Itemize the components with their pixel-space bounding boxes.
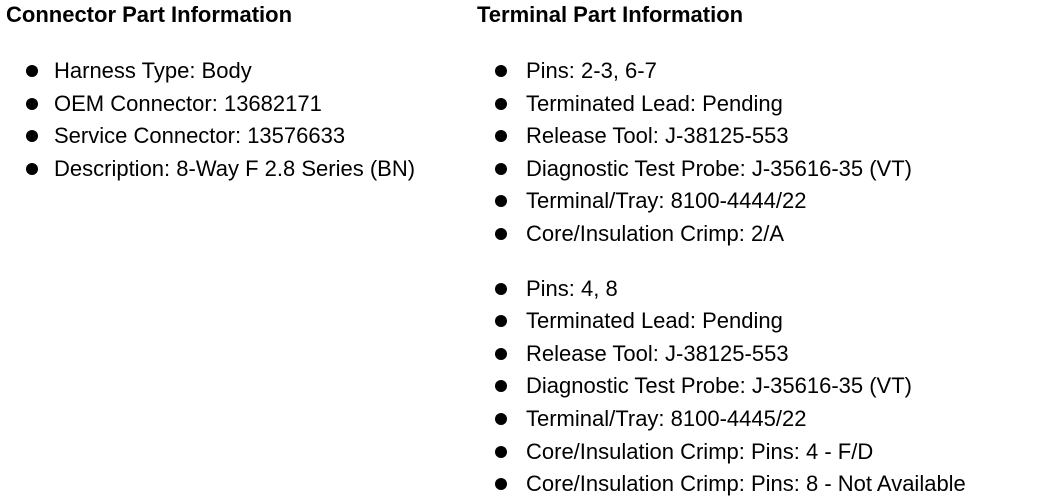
list-item-text: Description: 8-Way F 2.8 Series (BN) xyxy=(54,155,416,181)
list-item-text: Pins: 2-3, 6-7 xyxy=(526,58,657,83)
bullet-icon xyxy=(495,315,507,327)
connector-part-section xyxy=(6,0,468,185)
list-item xyxy=(477,185,1052,218)
bullet-icon xyxy=(495,163,507,175)
bullet-icon xyxy=(495,413,507,425)
list-item xyxy=(477,120,1052,153)
terminal-part-heading: Terminal Part Information xyxy=(477,2,744,27)
bullet-icon xyxy=(495,478,507,490)
list-item xyxy=(6,88,468,121)
list-item xyxy=(477,273,1052,306)
bullet-icon xyxy=(495,98,507,110)
list-item-text: Core/Insulation Crimp: Pins: 8 - Not Available xyxy=(526,471,966,497)
list-item-text: Release Tool: J-38125-553 xyxy=(526,123,789,149)
list-item-text: Service Connector: 13576633 xyxy=(54,123,346,149)
list-item xyxy=(477,468,1052,501)
bullet-icon xyxy=(495,130,507,142)
list-item-text: Terminated Lead: Pending xyxy=(526,90,783,116)
list-item-text: Terminal/Tray: 8100-4444/22 xyxy=(526,188,807,214)
list-item-text: Pins: 4, 8 xyxy=(526,275,618,301)
terminal-group-1-list xyxy=(477,55,1052,251)
connector-part-heading: Connector Part Information xyxy=(6,2,293,27)
list-item xyxy=(477,370,1052,403)
list-item xyxy=(6,153,468,186)
list-item-text: Harness Type: Body xyxy=(54,58,252,83)
list-item xyxy=(477,153,1052,186)
bullet-icon xyxy=(26,65,38,77)
list-item-text: Diagnostic Test Probe: J-35616-35 (VT) xyxy=(526,373,912,399)
list-item xyxy=(477,305,1052,338)
list-item-text: OEM Connector: 13682171 xyxy=(54,90,322,116)
list-item-text: Core/Insulation Crimp: Pins: 4 - F/D xyxy=(526,438,874,464)
bullet-icon xyxy=(26,130,38,142)
list-item-text: Terminal/Tray: 8100-4445/22 xyxy=(526,405,807,431)
list-item-text: Terminated Lead: Pending xyxy=(526,308,783,334)
list-item-text: Diagnostic Test Probe: J-35616-35 (VT) xyxy=(526,155,912,181)
bullet-icon xyxy=(495,195,507,207)
bullet-icon xyxy=(495,348,507,360)
list-item xyxy=(477,403,1052,436)
list-item-text: Release Tool: J-38125-553 xyxy=(526,340,789,366)
list-item xyxy=(477,338,1052,371)
bullet-icon xyxy=(495,283,507,295)
list-item xyxy=(477,88,1052,121)
list-item-text: Core/Insulation Crimp: 2/A xyxy=(526,220,784,246)
list-item xyxy=(6,120,468,153)
terminal-part-section xyxy=(477,0,1052,501)
bullet-icon xyxy=(495,65,507,77)
list-item xyxy=(6,55,468,88)
terminal-group-2-list xyxy=(477,273,1052,501)
list-item xyxy=(477,55,1052,88)
bullet-icon xyxy=(26,98,38,110)
bullet-icon xyxy=(495,380,507,392)
bullet-icon xyxy=(495,228,507,240)
bullet-icon xyxy=(26,163,38,175)
list-item xyxy=(477,436,1052,469)
connector-part-list xyxy=(6,55,468,185)
list-item xyxy=(477,218,1052,251)
bullet-icon xyxy=(495,446,507,458)
